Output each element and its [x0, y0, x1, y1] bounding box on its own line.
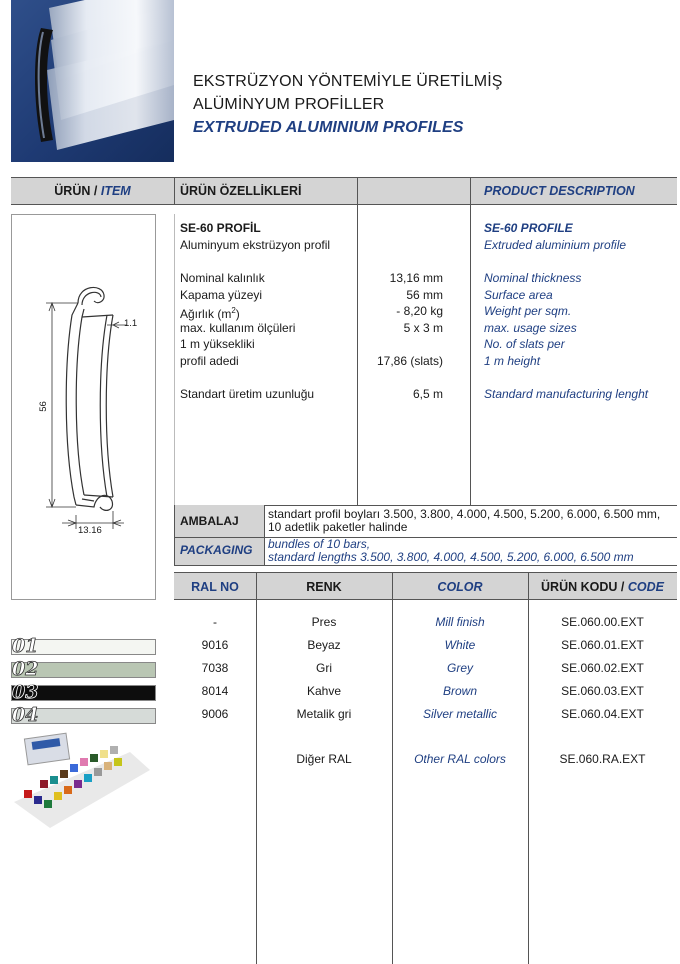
renk-cell: Beyaz	[307, 638, 341, 652]
ral-fan-icon	[10, 730, 160, 830]
spec-label-tr: profil adedi	[180, 354, 239, 368]
spec-label-tr: Nominal kalınlık	[180, 271, 265, 285]
ral-cell: 9016	[201, 638, 229, 652]
renk-cell: Kahve	[306, 684, 342, 698]
spec-value: 56 mm	[406, 288, 443, 302]
swatch-number: 01	[12, 635, 39, 657]
code-cell: SE.060.03.EXT	[561, 684, 644, 698]
code-cell: SE.060.04.EXT	[561, 707, 644, 721]
dim-thickness: 1.1	[124, 318, 138, 329]
product-sub-tr: Aluminyum ekstrüzyon profil	[180, 238, 331, 252]
color-cell: Silver metallic	[422, 707, 497, 721]
swatch-number: 04	[12, 704, 39, 726]
other-ral-renk: Diğer RAL	[296, 752, 352, 766]
spec-value: - 8,20 kg	[396, 304, 443, 318]
ral-cell: 8014	[201, 684, 229, 698]
spec-label-tr: 1 m yüksekliki	[180, 337, 255, 351]
other-ral-color: Other RAL colors	[414, 752, 506, 766]
col-code-header: ÜRÜN KODU / CODE	[541, 580, 664, 594]
packaging-text-en-1: bundles of 10 bars,	[268, 537, 371, 551]
spec-label-en: Nominal thickness	[484, 271, 582, 285]
ral-cell: 9006	[201, 707, 229, 721]
swatch-number: 03	[12, 681, 39, 703]
renk-cell: Gri	[316, 661, 332, 675]
ral-fan-deck	[10, 730, 160, 830]
packaging-text-tr-2: 10 adetlik paketler halinde	[268, 520, 408, 534]
title-line-2: ALÜMİNYUM PROFİLLER	[193, 96, 385, 113]
swatch-number: 02	[12, 658, 39, 680]
renk-cell: Pres	[311, 615, 337, 629]
col-item-header: ÜRÜN / ITEM	[54, 184, 131, 198]
code-cell: SE.060.01.EXT	[561, 638, 644, 652]
spec-label-tr: Ağırlık $(m^2)$	[180, 306, 240, 321]
dim-height: 56	[37, 401, 49, 412]
spec-label-en: No. of slats per	[484, 337, 565, 351]
color-cell: White	[444, 638, 476, 652]
spec-value: 13,16 mm	[389, 271, 443, 285]
packaging-label-tr: AMBALAJ	[180, 514, 239, 528]
col-ral-header: RAL NO	[191, 580, 239, 594]
product-name-en: SE-60 PROFILE	[484, 221, 573, 235]
other-ral-code: SE.060.RA.EXT	[559, 752, 646, 766]
spec-label-en: 1 m height	[484, 354, 541, 368]
col-color-header: COLOR	[437, 580, 483, 594]
profile-cross-section-icon	[12, 215, 157, 601]
renk-cell: Metalik gri	[296, 707, 352, 721]
spec-label-en: Surface area	[484, 288, 553, 302]
code-cell: SE.060.02.EXT	[561, 661, 644, 675]
dim-width: 13.16	[78, 525, 102, 536]
ral-cell: -	[213, 615, 217, 629]
col-desc-header: PRODUCT DESCRIPTION	[484, 184, 635, 198]
ral-cell: 7038	[201, 661, 229, 675]
spec-label-tr: Kapama yüzeyi	[180, 288, 263, 302]
title-line-1: EKSTRÜZYON YÖNTEMİYLE ÜRETİLMİŞ	[193, 73, 503, 90]
spec-value: 5 x 3 m	[403, 321, 443, 335]
color-cell: Mill finish	[435, 615, 485, 629]
spec-label-en: Weight per sqm.	[484, 304, 572, 318]
spec-label-tr: max. kullanım ölçüleri	[180, 321, 296, 335]
col-props-header: ÜRÜN ÖZELLİKLERİ	[180, 184, 302, 198]
product-name-tr: SE-60 PROFİL	[180, 221, 261, 235]
packaging-text-en-2: standard lengths 3.500, 3.800, 4.000, 4.500, 5.200, 6.000, 6.500 mm	[268, 550, 634, 564]
packaging-text-tr-1: standart profil boyları 3.500, 3.800, 4.000, 4.500, 5.200, 6.000, 6.500 mm,	[268, 507, 661, 521]
profile-drawing-box	[11, 214, 156, 600]
std-length-tr: Standart üretim uzunluğu	[180, 387, 315, 401]
title-line-3: EXTRUDED ALUMINIUM PROFILES	[193, 119, 464, 136]
color-cell: Brown	[442, 684, 477, 698]
spec-value: 17,86 (slats)	[376, 354, 443, 368]
spec-label-en: max. usage sizes	[484, 321, 577, 335]
col-renk-header: RENK	[306, 580, 342, 594]
code-cell: SE.060.00.EXT	[561, 615, 644, 629]
profile-photo-icon	[11, 0, 174, 162]
packaging-label-en: PACKAGING	[180, 543, 253, 557]
product-sub-en: Extruded aluminium profile	[484, 238, 627, 252]
std-length-val: 6,5 m	[412, 387, 443, 401]
std-length-en: Standard manufacturing lenght	[484, 387, 649, 401]
product-photo	[11, 0, 174, 162]
color-cell: Grey	[446, 661, 473, 675]
